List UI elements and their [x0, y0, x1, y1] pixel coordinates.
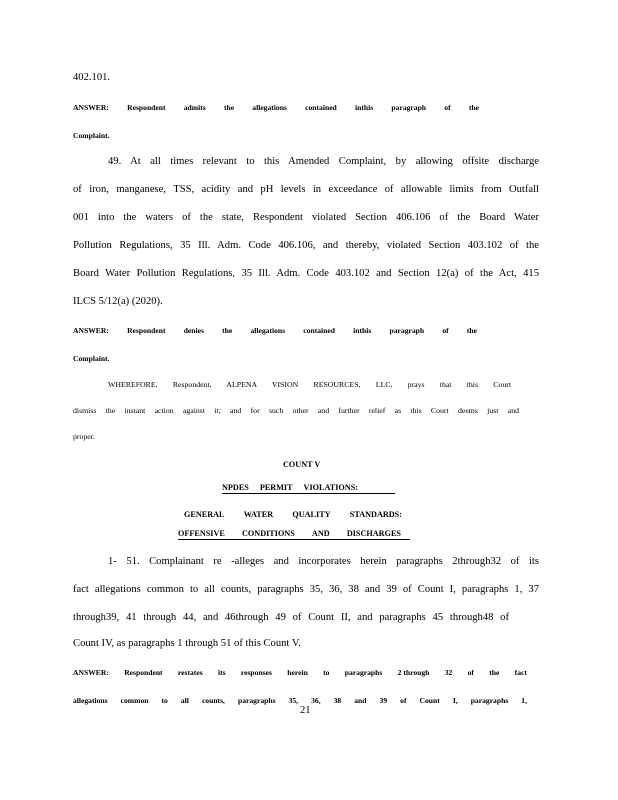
answer-word: allegations	[250, 326, 286, 335]
answer-word: the	[223, 103, 235, 112]
answer-word: admits	[183, 103, 206, 112]
answer-word: 2 through	[397, 668, 430, 677]
para49-line: 001 into the waters of the state, Respondent violated Section 406.106 of the Board Water	[73, 212, 539, 223]
count-subtitle-word: NPDES	[222, 483, 249, 492]
previous-section-reference: 402.101.	[73, 72, 111, 83]
answer-word: denies	[183, 326, 204, 335]
count-subtitle	[222, 483, 358, 492]
answer-heading-denies	[73, 326, 477, 335]
answer-label: ANSWER:	[73, 326, 109, 335]
answer-word: herein	[287, 668, 308, 677]
count-heading-row	[178, 529, 401, 538]
count-title: COUNT V	[283, 460, 321, 469]
answer-word: allegations	[252, 103, 287, 112]
answer-word: inthis	[353, 326, 372, 335]
answer-word: of	[442, 326, 449, 335]
answer-word: contained	[303, 326, 335, 335]
para151-line: 1- 51. Complainant re -alleges and incorporates herein paragraphs 2through32 of its	[108, 556, 539, 567]
count-heading-word: OFFENSIVE	[178, 529, 225, 538]
answer-word: all	[180, 696, 189, 705]
answer-word: Respondent	[127, 103, 166, 112]
answer-word: Count	[419, 696, 440, 705]
answer-word: 36,	[311, 696, 321, 705]
count-heading-word: DISCHARGES	[346, 529, 401, 538]
answer-word: the	[466, 326, 477, 335]
count-heading-word: STANDARDS:	[349, 510, 402, 519]
answer-continuation: Complaint.	[73, 131, 110, 140]
answer-word: and	[354, 696, 367, 705]
answer-word: 35,	[288, 696, 299, 705]
answer-label: ANSWER:	[73, 103, 109, 112]
para49-line: Pollution Regulations, 35 Ill. Adm. Code 406.106, and thereby, violated Section 403.102 of the	[73, 240, 539, 251]
answer-word: Respondent	[124, 668, 163, 677]
para151-line: Count IV, as paragraphs 1 through 51 of this Count V.	[73, 638, 301, 649]
answer-line	[73, 696, 527, 705]
answer-word: inthis	[355, 103, 374, 112]
para49-line: ILCS 5/12(a) (2020).	[73, 296, 163, 307]
answer-word: fact	[514, 668, 527, 677]
answer-word: paragraph	[389, 326, 425, 335]
para49-line: 49. At all times relevant to this Amended Complaint, by allowing offsite discharge	[108, 156, 539, 167]
answer-word: of	[467, 668, 474, 677]
answer-word: Respondent	[127, 326, 166, 335]
answer-word: its	[217, 668, 226, 677]
answer-heading-admits	[73, 103, 479, 112]
answer-word: 32	[444, 668, 453, 677]
answer-word: the	[489, 668, 500, 677]
count-subtitle-word: VIOLATIONS:	[303, 483, 358, 492]
answer-word: paragraphs	[470, 696, 509, 705]
answer-word: responses	[240, 668, 272, 677]
answer-word: the	[468, 103, 479, 112]
wherefore-line: proper.	[73, 432, 95, 441]
wherefore-line: WHEREFORE, Respondent, ALPENA VISION RESOURCES, LLC, prays that this Court	[108, 380, 511, 389]
answer-label: ANSWER:	[73, 668, 109, 677]
para49-line: Board Water Pollution Regulations, 35 Ill. Adm. Code 403.102 and Section 12(a) of the Act, 415	[73, 268, 539, 279]
answer-continuation: Complaint.	[73, 354, 110, 363]
answer-word: of	[444, 103, 451, 112]
answer-word: allegations	[73, 696, 108, 705]
answer-word: paragraph	[391, 103, 427, 112]
answer-word: paragraphs	[237, 696, 276, 705]
answer-heading-restates	[73, 668, 527, 677]
para151-line: fact allegations common to all counts, paragraphs 35, 36, 38 and 39 of Count I, paragraphs 1, 37	[73, 584, 539, 595]
answer-word: 39	[379, 696, 388, 705]
answer-word: 38	[333, 696, 342, 705]
answer-word: restates	[177, 668, 203, 677]
answer-word: the	[222, 326, 233, 335]
answer-word: to	[161, 696, 168, 705]
para151-line: through39, 41 through 44, and 46through 49 of Count II, and paragraphs 45 through48 of	[73, 612, 509, 623]
count-heading-word: QUALITY	[292, 510, 331, 519]
wherefore-line: dismiss the instant action against it; and for such other and further relief as this Court deems just and	[73, 406, 519, 415]
answer-word: paragraphs	[344, 668, 383, 677]
answer-word: to	[323, 668, 330, 677]
count-heading-underline	[178, 539, 410, 540]
answer-word: counts,	[201, 696, 225, 705]
answer-word: contained	[305, 103, 337, 112]
count-heading-row	[184, 510, 402, 519]
page-number: 21	[300, 705, 311, 716]
para49-line: of iron, manganese, TSS, acidity and pH levels in exceedance of allowable limits from Outfall	[73, 184, 539, 195]
answer-word: 1,	[521, 696, 527, 705]
answer-word: of	[400, 696, 407, 705]
count-heading-word: AND	[311, 529, 330, 538]
count-heading-word: GENERAL	[184, 510, 225, 519]
count-heading-word: CONDITIONS	[242, 529, 295, 538]
count-heading-word: WATER	[243, 510, 274, 519]
count-subtitle-underline	[222, 493, 395, 494]
answer-word: I,	[452, 696, 458, 705]
count-subtitle-word: PERMIT	[259, 483, 293, 492]
answer-word: common	[120, 696, 149, 705]
